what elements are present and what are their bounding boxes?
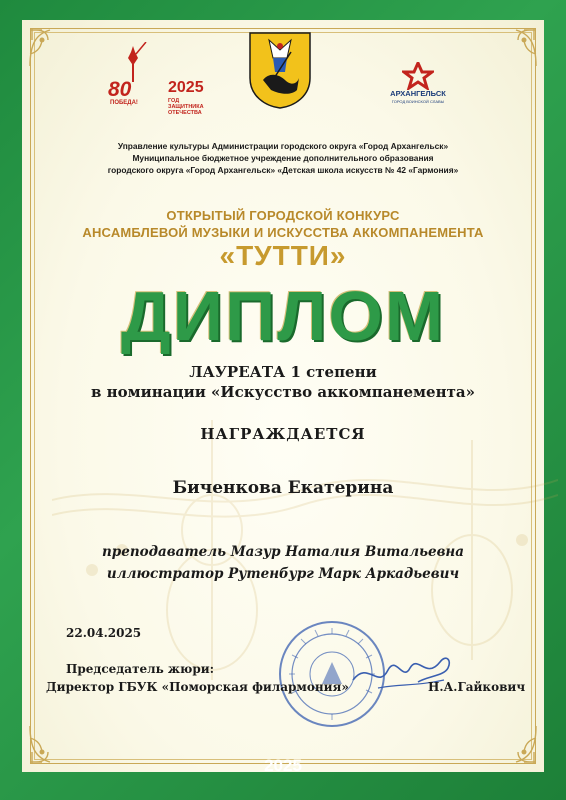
city-logo-name: АРХАНГЕЛЬСК xyxy=(390,89,446,98)
corner-ornament-icon xyxy=(26,24,72,70)
contest-name: «ТУТТИ» xyxy=(219,240,347,271)
organizers-block xyxy=(60,140,506,176)
contest-line-2: АНСАМБЛЕВОЙ МУЗЫКИ И ИСКУССТВА АККОМПАНЕМЕНТА xyxy=(82,225,484,240)
victory-80-logo xyxy=(108,42,238,114)
signer-name: Н.А.Гайкович xyxy=(428,680,526,694)
director-label: Директор ГБУК «Поморская филармония» xyxy=(46,680,349,694)
victory-caption: ГОД ЗАЩИТНИКА ОТЕЧЕСТВА xyxy=(168,98,204,116)
illustrator-line: иллюстратор Рутенбург Марк Аркадьевич xyxy=(106,566,460,582)
victory-number: 80 xyxy=(108,78,132,101)
organizer-line: городского округа «Город Архангельск» «Детская школа искусств № 42 «Гармония» xyxy=(107,165,459,175)
teacher-line: преподаватель Мазур Наталия Витальевна xyxy=(101,544,465,560)
jury-chair-label: Председатель жюри: xyxy=(66,662,215,676)
star-icon xyxy=(402,62,434,90)
nomination: в номинации «Искусство аккомпанемента» xyxy=(91,383,475,401)
motherland-statue-icon xyxy=(118,42,148,82)
contest-line-1: ОТКРЫТЫЙ ГОРОДСКОЙ КОНКУРС xyxy=(166,208,400,223)
corner-ornament-icon xyxy=(494,24,540,70)
contest-title xyxy=(50,207,516,241)
diploma-heading: ДИПЛОМ xyxy=(120,277,446,355)
arkhangelsk-coat-of-arms-icon xyxy=(247,30,313,110)
victory-year: 2025 xyxy=(168,79,204,96)
awarded-label: НАГРАЖДАЕТСЯ xyxy=(200,425,366,443)
recipient-name: Биченкова Екатерина xyxy=(172,478,394,498)
laureate-degree: ЛАУРЕАТА 1 степени xyxy=(189,363,377,381)
arkhangelsk-city-logo xyxy=(372,62,464,112)
corner-ornament-icon xyxy=(26,722,72,768)
victory-word: ПОБЕДА! xyxy=(110,100,138,106)
organizer-line: Управление культуры Администрации городского округа «Город Архангельск» xyxy=(117,141,449,151)
corner-ornament-icon xyxy=(494,722,540,768)
bottom-year: 2025 xyxy=(264,756,302,775)
award-date: 22.04.2025 xyxy=(66,626,142,640)
city-logo-caption: ГОРОД ВОИНСКОЙ СЛАВЫ xyxy=(391,99,445,104)
organizer-line: Муниципальное бюджетное учреждение дополнительного образования xyxy=(132,153,434,163)
